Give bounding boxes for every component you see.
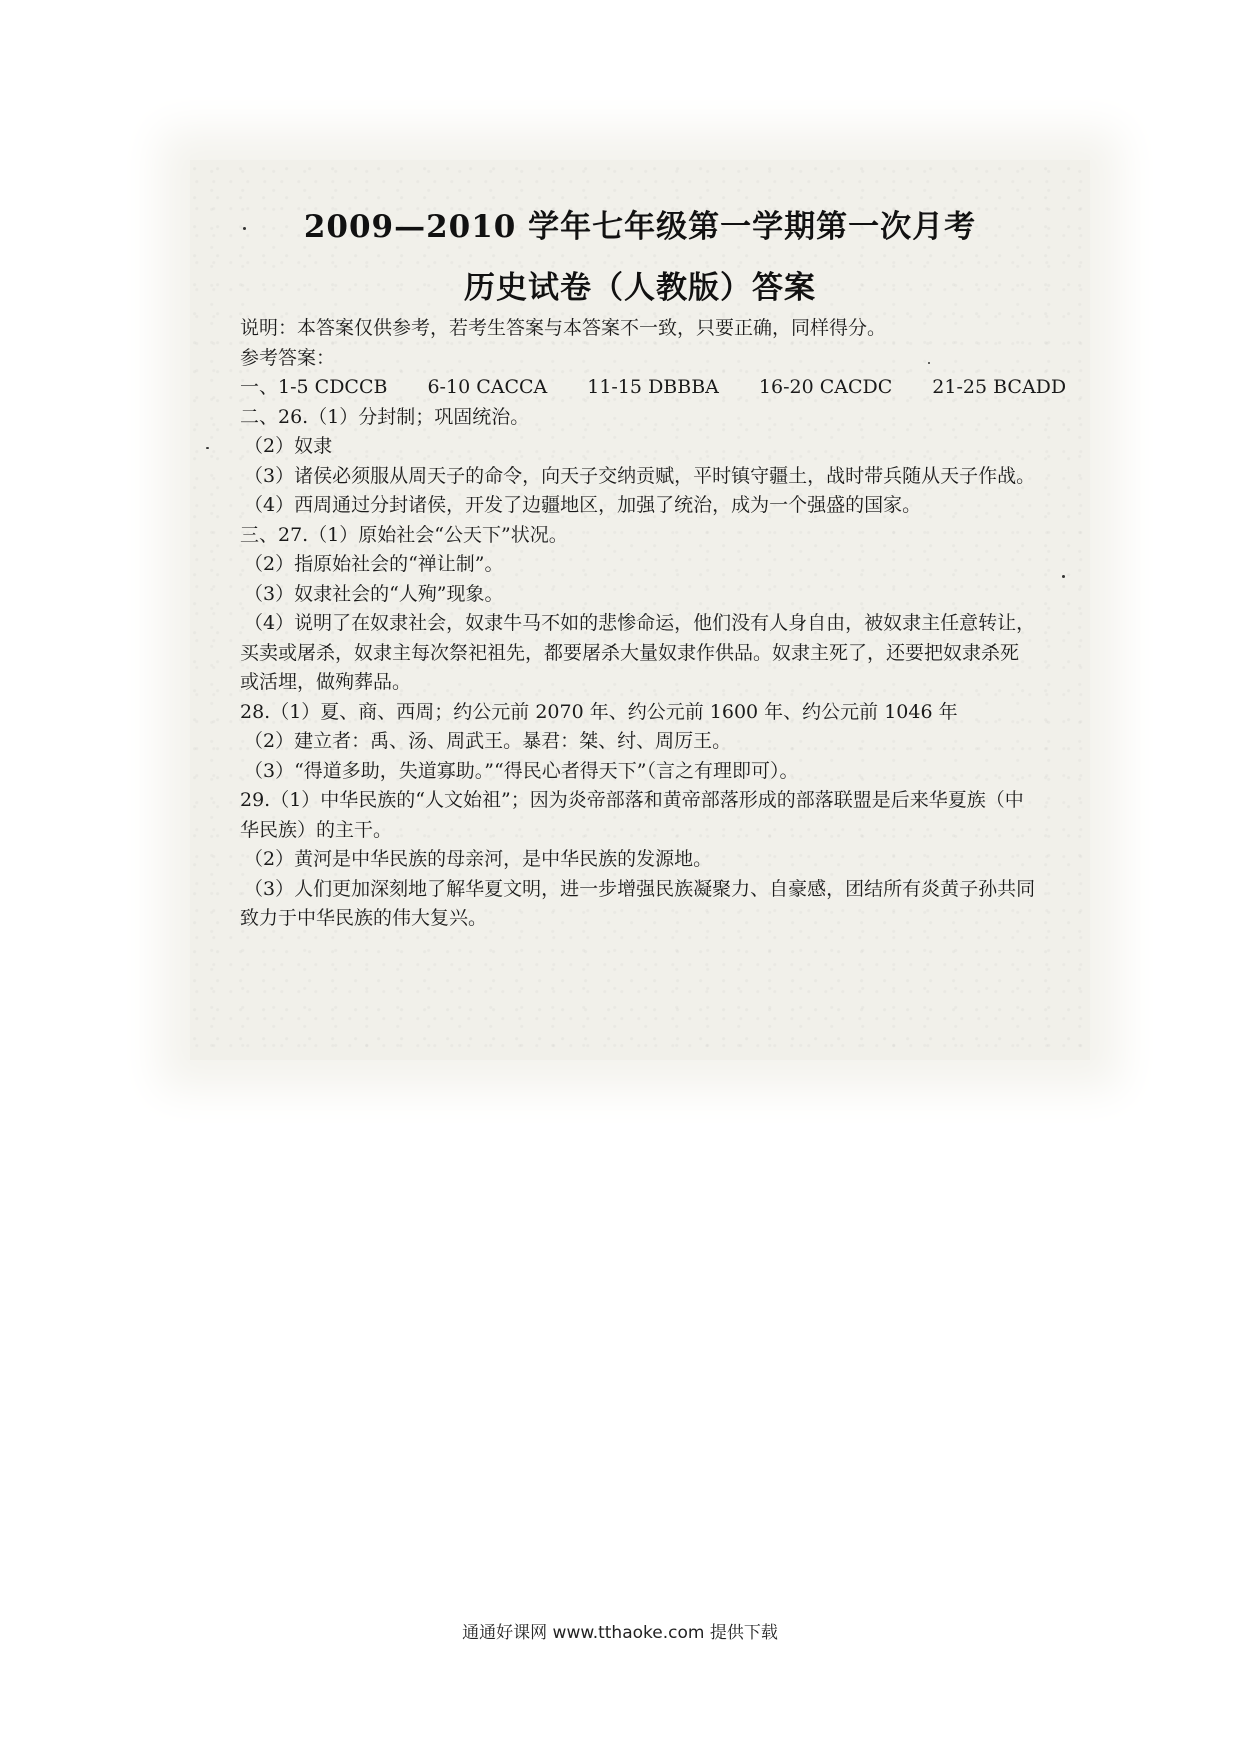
reference-label: 参考答案： [240,346,336,369]
answer-line: 或活埋，做殉葬品。 [240,671,412,693]
mc-answer-group: 21-25 BCADD [932,376,1067,398]
note-line: 说明：本答案仅供参考，若考生答案与本答案不一致，只要正确，同样得分。 [240,317,887,339]
mc-answer-group: 1-5 CDCCB [278,376,388,398]
answer-line: （2）指原始社会的“禅让制”。 [244,553,504,575]
answer-line: 28.（1）夏、商、西周；约公元前 2070 年、约公元前 1600 年、约公元前 1046 年 [240,700,958,723]
mc-answer-group: 11-15 DBBBA [587,376,719,398]
answer-line: （3）人们更加深刻地了解华夏文明，进一步增强民族凝聚力、自豪感，团结所有炎黄子孙共同 [244,877,1036,900]
answer-line: （3）诸侯必须服从周天子的命令，向天子交纳贡赋，平时镇守疆土，战时带兵随从天子作战。 [244,464,1036,487]
answer-line: 29.（1）中华民族的“人文始祖”；因为炎帝部落和黄帝部落形成的部落联盟是后来华夏族（中 [240,789,1024,811]
answer-line: （3）奴隶社会的“人殉”现象。 [244,582,504,605]
answer-line: 致力于中华民族的伟大复兴。 [240,907,488,929]
page-subtitle: 历史试卷（人教版）答案 [464,270,816,306]
footer-watermark: 通通好课网 www.tthaoke.com 提供下载 [462,1623,778,1643]
answer-content [240,314,1120,934]
answer-line: （2）建立者：禹、汤、周武王。暴君：桀、纣、周厉王。 [244,730,732,752]
answer-line: 二、26.（1）分封制；巩固统治。 [240,405,530,428]
multiple-choice-answers [240,373,1120,403]
mc-answer-group: 6-10 CACCA [427,376,548,398]
answer-line: （2）黄河是中华民族的母亲河，是中华民族的发源地。 [244,848,713,870]
answer-line: 华民族）的主干。 [240,818,393,841]
answer-line: （4）说明了在奴隶社会，奴隶牛马不如的悲惨命运，他们没有人身自由，被奴隶主任意转让， [244,612,1036,634]
answer-line: （2）奴隶 [244,435,333,457]
answer-line: （4）西周通过分封诸侯，开发了边疆地区，加强了统治，成为一个强盛的国家。 [244,494,922,516]
mc-answer-group: 16-20 CACDC [758,376,893,398]
mc-prefix: 一、 [240,376,279,398]
page-title: 2009—2010 学年七年级第一学期第一次月考 [303,209,977,245]
answer-line: （3）“得道多助，失道寡助。”“得民心者得天下”（言之有理即可）。 [244,759,799,782]
answer-line: 买卖或屠杀，奴隶主每次祭祀祖先，都要屠杀大量奴隶作供品。奴隶主死了，还要把奴隶杀死 [240,641,1020,664]
answer-line: 三、27.（1）原始社会“公天下”状况。 [240,523,568,546]
scan-speck [206,447,209,449]
